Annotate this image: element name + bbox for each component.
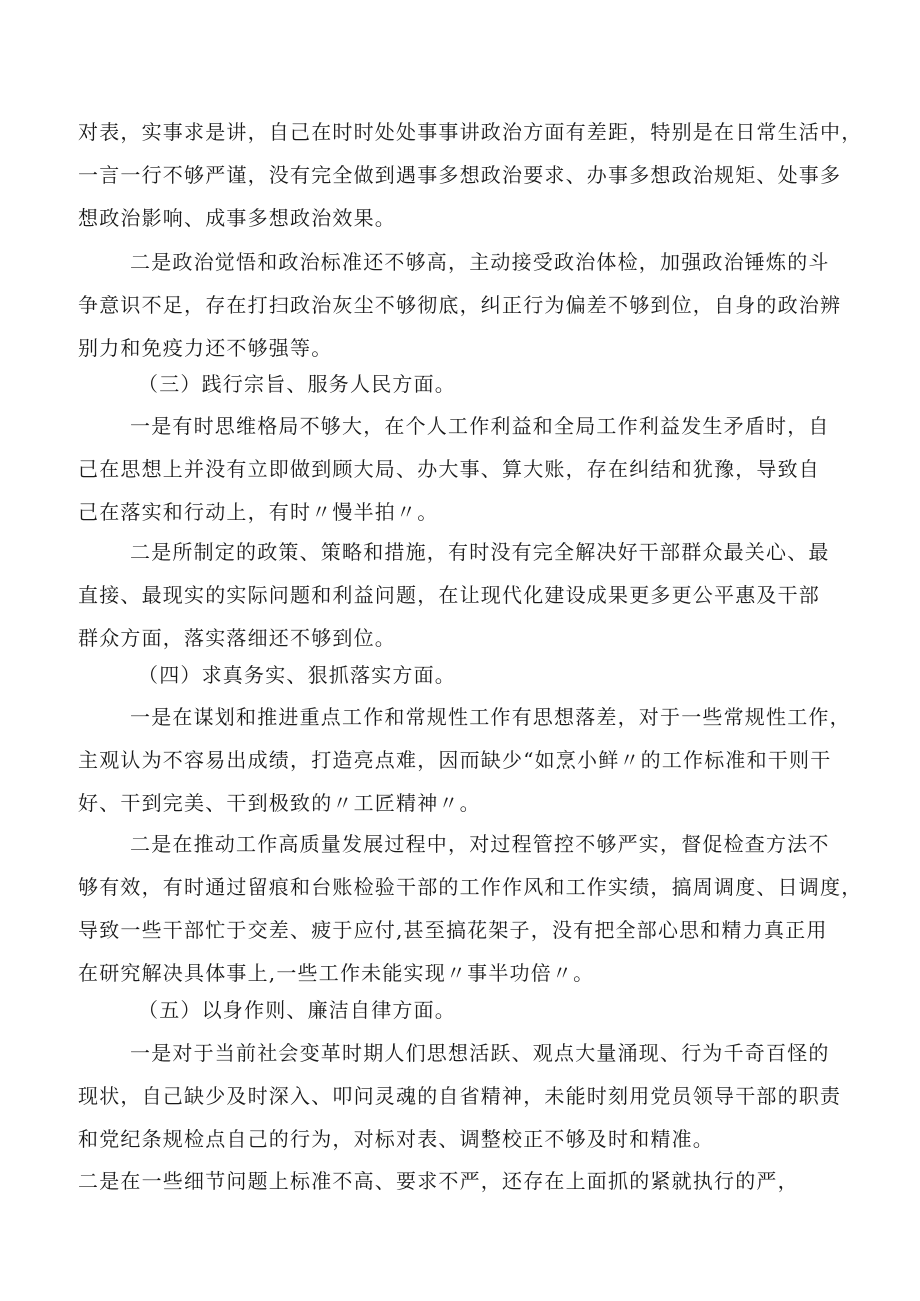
text-line: 二是在推动工作高质量发展过程中，对过程管控不够严实，督促检查方法不 [130,832,830,856]
section-heading: （五）以身作则、廉洁自律方面。 [138,998,456,1022]
text-line: 现状，自己缺少及时深入、叩问灵魂的自省精神，未能时刻用党员领导干部的职责 [78,1084,842,1108]
text-line: 争意识不足，存在打扫政治灰尘不够彻底，纠正行为偏差不够到位，自身的政治辨 [78,293,842,317]
section-heading: （四）求真务实、狠抓落实方面。 [138,663,456,687]
text-line: 己在思想上并没有立即做到顾大局、办大事、算大账，存在纠结和犹豫，导致自 [78,457,820,481]
text-line: 够有效，有时通过留痕和台账检验干部的工作作风和工作实绩，搞周调度、日调度， [78,875,863,899]
text-line: 直接、最现实的实际问题和利益问题，在让现代化建设成果更多更公平惠及干部 [78,583,820,607]
text-line: 己在落实和行动上，有时〃慢半拍〃。 [78,500,439,524]
text-line: 二是在一些细节问题上标准不高、要求不严，还存在上面抓的紧就执行的严， [78,1169,799,1193]
text-line: 对表，实事求是讲，自己在时时处处事事讲政治方面有差距，特别是在日常生活中， [78,120,863,144]
text-line: 别力和免疫力还不够强等。 [78,336,333,360]
text-line: 一是在谋划和推进重点工作和常规性工作有思想落差，对于一些常规性工作， [130,705,851,729]
text-line: 一是有时思维格局不够大，在个人工作利益和全局工作利益发生矛盾时，自 [130,414,830,438]
text-line: 在研究解决具体事上,一些工作未能实现〃事半功倍〃。 [78,961,595,985]
text-line: 和党纪条规检点自己的行为，对标对表、调整校正不够及时和精准。 [78,1127,714,1151]
text-line: 二是所制定的政策、策略和措施，有时没有完全解决好干部群众最关心、最 [130,540,830,564]
text-line: 一言一行不够严谨，没有完全做到遇事多想政治要求、办事多想政治规矩、处事多 [78,163,842,187]
text-line: 主观认为不容易出成绩，打造亮点难，因而缺少“如烹小鲜〃的工作标准和干则干 [78,748,832,772]
text-line: 二是政治觉悟和政治标准还不够高，主动接受政治体检，加强政治锤炼的斗 [130,250,830,274]
text-line: 一是对于当前社会变革时期人们思想活跃、观点大量涌现、行为千奇百怪的 [130,1041,830,1065]
text-line: 群众方面，落实落细还不够到位。 [78,626,396,650]
text-line: 想政治影响、成事多想政治效果。 [78,206,396,230]
text-line: 导致一些干部忙于交差、疲于应付,甚至搞花架子，没有把全部心思和精力真正用 [78,918,828,942]
section-heading: （三）践行宗旨、服务人民方面。 [138,372,456,396]
text-line: 好、干到完美、干到极致的〃工匠精神〃。 [78,791,481,815]
